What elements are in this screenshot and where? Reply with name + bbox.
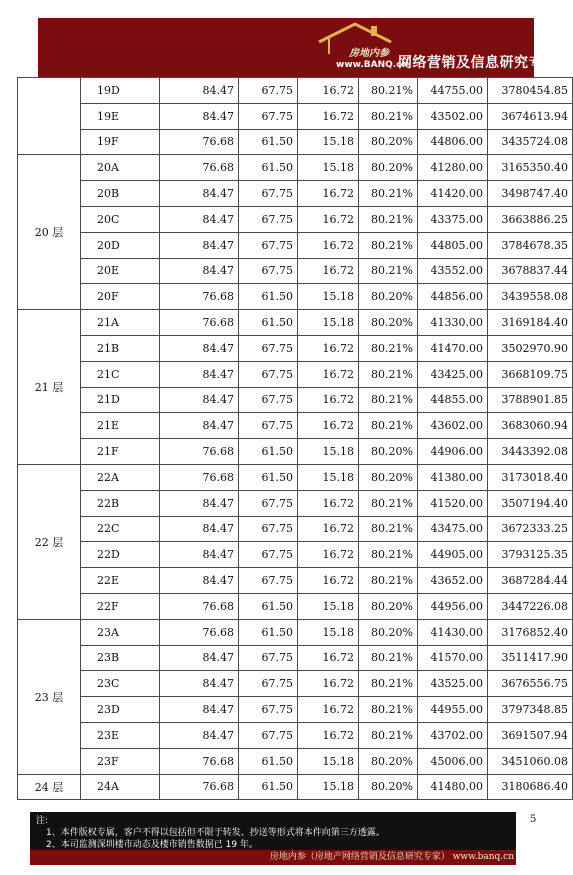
table-row	[18, 129, 573, 155]
value-cell: 84.47	[160, 645, 239, 671]
table-row	[18, 206, 573, 232]
value-cell: 80.21%	[359, 78, 418, 104]
value-cell: 41470.00	[418, 335, 488, 361]
value-cell: 61.50	[239, 619, 298, 645]
value-cell: 76.68	[160, 619, 239, 645]
value-cell: 67.75	[239, 232, 298, 258]
table-row	[18, 619, 573, 645]
value-cell: 44955.00	[418, 697, 488, 723]
value-cell: 67.75	[239, 722, 298, 748]
value-cell: 67.75	[239, 206, 298, 232]
table-row	[18, 284, 573, 310]
value-cell: 61.50	[239, 284, 298, 310]
table-row	[18, 516, 573, 542]
value-cell: 16.72	[298, 78, 359, 104]
value-cell: 61.50	[239, 464, 298, 490]
table-row	[18, 464, 573, 490]
table-row	[18, 310, 573, 336]
table-row	[18, 542, 573, 568]
table-row	[18, 671, 573, 697]
floor-cell: 24 层	[18, 774, 81, 800]
value-cell: 43602.00	[418, 413, 488, 439]
value-cell: 41430.00	[418, 619, 488, 645]
unit-cell: 19E	[81, 103, 160, 129]
value-cell: 15.18	[298, 155, 359, 181]
unit-cell: 22E	[81, 568, 160, 594]
value-cell: 3797348.85	[488, 697, 573, 723]
value-cell: 61.50	[239, 310, 298, 336]
value-cell: 44906.00	[418, 439, 488, 465]
unit-cell: 22B	[81, 490, 160, 516]
value-cell: 44755.00	[418, 78, 488, 104]
value-cell: 80.21%	[359, 206, 418, 232]
value-cell: 16.72	[298, 335, 359, 361]
value-cell: 84.47	[160, 697, 239, 723]
value-cell: 3674613.94	[488, 103, 573, 129]
unit-cell: 21E	[81, 413, 160, 439]
unit-cell: 24A	[81, 774, 160, 800]
value-cell: 3502970.90	[488, 335, 573, 361]
table-row	[18, 103, 573, 129]
value-cell: 3165350.40	[488, 155, 573, 181]
table-row	[18, 361, 573, 387]
value-cell: 80.21%	[359, 387, 418, 413]
value-cell: 84.47	[160, 78, 239, 104]
value-cell: 80.21%	[359, 335, 418, 361]
value-cell: 16.72	[298, 542, 359, 568]
notes-box	[30, 812, 516, 850]
value-cell: 3451060.08	[488, 748, 573, 774]
value-cell: 3668109.75	[488, 361, 573, 387]
floor-cell: 23 层	[18, 619, 81, 774]
value-cell: 16.72	[298, 387, 359, 413]
value-cell: 67.75	[239, 258, 298, 284]
value-cell: 84.47	[160, 516, 239, 542]
value-cell: 41420.00	[418, 181, 488, 207]
value-cell: 3498747.40	[488, 181, 573, 207]
value-cell: 67.75	[239, 645, 298, 671]
value-cell: 3663886.25	[488, 206, 573, 232]
footer-bar: 房地内参（房地产网络营销及信息研究专家） www.banq.cn	[30, 850, 516, 865]
value-cell: 3676556.75	[488, 671, 573, 697]
value-cell: 43702.00	[418, 722, 488, 748]
value-cell: 3788901.85	[488, 387, 573, 413]
value-cell: 16.72	[298, 697, 359, 723]
unit-cell: 22D	[81, 542, 160, 568]
floor-cell	[18, 78, 81, 155]
value-cell: 80.20%	[359, 439, 418, 465]
value-cell: 15.18	[298, 310, 359, 336]
value-cell: 80.21%	[359, 490, 418, 516]
value-cell: 44856.00	[418, 284, 488, 310]
value-cell: 84.47	[160, 671, 239, 697]
value-cell: 76.68	[160, 310, 239, 336]
unit-cell: 23A	[81, 619, 160, 645]
value-cell: 80.21%	[359, 103, 418, 129]
unit-cell: 19F	[81, 129, 160, 155]
value-cell: 80.21%	[359, 671, 418, 697]
floor-cell: 22 层	[18, 464, 81, 619]
value-cell: 3793125.35	[488, 542, 573, 568]
value-cell: 80.21%	[359, 516, 418, 542]
note-line-2: 2、本司监测深圳楼市动态及楼市销售数据已 19 年。	[46, 840, 258, 850]
unit-cell: 23B	[81, 645, 160, 671]
value-cell: 67.75	[239, 413, 298, 439]
unit-cell: 23E	[81, 722, 160, 748]
value-cell: 44956.00	[418, 593, 488, 619]
value-cell: 15.18	[298, 593, 359, 619]
value-cell: 43502.00	[418, 103, 488, 129]
value-cell: 16.72	[298, 206, 359, 232]
value-cell: 16.72	[298, 722, 359, 748]
value-cell: 80.20%	[359, 129, 418, 155]
value-cell: 16.72	[298, 568, 359, 594]
value-cell: 15.18	[298, 129, 359, 155]
value-cell: 3691507.94	[488, 722, 573, 748]
value-cell: 16.72	[298, 232, 359, 258]
value-cell: 3683060.94	[488, 413, 573, 439]
value-cell: 16.72	[298, 516, 359, 542]
value-cell: 84.47	[160, 103, 239, 129]
value-cell: 16.72	[298, 181, 359, 207]
value-cell: 67.75	[239, 387, 298, 413]
value-cell: 80.21%	[359, 258, 418, 284]
unit-cell: 20C	[81, 206, 160, 232]
unit-cell: 23D	[81, 697, 160, 723]
logo-url: www.BANQ.cn	[336, 60, 408, 70]
table-row	[18, 258, 573, 284]
value-cell: 84.47	[160, 258, 239, 284]
value-cell: 80.21%	[359, 232, 418, 258]
value-cell: 45006.00	[418, 748, 488, 774]
unit-cell: 22F	[81, 593, 160, 619]
value-cell: 43375.00	[418, 206, 488, 232]
value-cell: 67.75	[239, 181, 298, 207]
unit-cell: 21D	[81, 387, 160, 413]
unit-cell: 22A	[81, 464, 160, 490]
value-cell: 15.18	[298, 774, 359, 800]
table-row	[18, 748, 573, 774]
value-cell: 76.68	[160, 464, 239, 490]
value-cell: 41520.00	[418, 490, 488, 516]
value-cell: 3672333.25	[488, 516, 573, 542]
value-cell: 67.75	[239, 542, 298, 568]
value-cell: 3173018.40	[488, 464, 573, 490]
unit-cell: 19D	[81, 78, 160, 104]
value-cell: 3180686.40	[488, 774, 573, 800]
value-cell: 80.21%	[359, 697, 418, 723]
value-cell: 84.47	[160, 387, 239, 413]
table-row	[18, 232, 573, 258]
value-cell: 43425.00	[418, 361, 488, 387]
value-cell: 67.75	[239, 361, 298, 387]
value-cell: 16.72	[298, 103, 359, 129]
value-cell: 16.72	[298, 258, 359, 284]
value-cell: 3511417.90	[488, 645, 573, 671]
table-row	[18, 78, 573, 104]
value-cell: 16.72	[298, 671, 359, 697]
value-cell: 84.47	[160, 361, 239, 387]
unit-cell: 21B	[81, 335, 160, 361]
value-cell: 84.47	[160, 206, 239, 232]
value-cell: 3687284.44	[488, 568, 573, 594]
value-cell: 80.21%	[359, 645, 418, 671]
table-row	[18, 335, 573, 361]
value-cell: 16.72	[298, 645, 359, 671]
value-cell: 67.75	[239, 78, 298, 104]
value-cell: 80.21%	[359, 722, 418, 748]
notes-label: 注:	[36, 816, 49, 826]
value-cell: 80.21%	[359, 413, 418, 439]
value-cell: 76.68	[160, 155, 239, 181]
table-row	[18, 439, 573, 465]
value-cell: 44905.00	[418, 542, 488, 568]
unit-cell: 23F	[81, 748, 160, 774]
value-cell: 44805.00	[418, 232, 488, 258]
table-row	[18, 722, 573, 748]
unit-cell: 20B	[81, 181, 160, 207]
value-cell: 3780454.85	[488, 78, 573, 104]
value-cell: 41480.00	[418, 774, 488, 800]
value-cell: 44855.00	[418, 387, 488, 413]
value-cell: 80.20%	[359, 774, 418, 800]
value-cell: 3447226.08	[488, 593, 573, 619]
value-cell: 84.47	[160, 722, 239, 748]
table-row	[18, 181, 573, 207]
value-cell: 3443392.08	[488, 439, 573, 465]
value-cell: 15.18	[298, 748, 359, 774]
header-tagline: 网络营销及信息研究专家	[398, 55, 558, 71]
value-cell: 61.50	[239, 748, 298, 774]
value-cell: 76.68	[160, 748, 239, 774]
value-cell: 76.68	[160, 774, 239, 800]
page-number: 5	[530, 814, 537, 825]
floor-cell: 21 层	[18, 310, 81, 465]
table-row	[18, 774, 573, 800]
value-cell: 15.18	[298, 439, 359, 465]
value-cell: 76.68	[160, 129, 239, 155]
value-cell: 16.72	[298, 490, 359, 516]
value-cell: 84.47	[160, 490, 239, 516]
unit-cell: 20D	[81, 232, 160, 258]
value-cell: 43552.00	[418, 258, 488, 284]
value-cell: 41570.00	[418, 645, 488, 671]
table-row	[18, 155, 573, 181]
value-cell: 3439558.08	[488, 284, 573, 310]
value-cell: 3176852.40	[488, 619, 573, 645]
value-cell: 16.72	[298, 413, 359, 439]
value-cell: 84.47	[160, 413, 239, 439]
unit-cell: 21A	[81, 310, 160, 336]
value-cell: 41330.00	[418, 310, 488, 336]
value-cell: 80.21%	[359, 568, 418, 594]
value-cell: 3169184.40	[488, 310, 573, 336]
value-cell: 80.20%	[359, 619, 418, 645]
value-cell: 41280.00	[418, 155, 488, 181]
floor-cell: 20 层	[18, 155, 81, 310]
value-cell: 84.47	[160, 232, 239, 258]
value-cell: 80.20%	[359, 748, 418, 774]
value-cell: 80.20%	[359, 310, 418, 336]
logo-text: 房地内参	[349, 48, 389, 59]
value-cell: 15.18	[298, 464, 359, 490]
table-row	[18, 645, 573, 671]
value-cell: 67.75	[239, 490, 298, 516]
value-cell: 76.68	[160, 439, 239, 465]
table-row	[18, 593, 573, 619]
value-cell: 80.20%	[359, 284, 418, 310]
value-cell: 3784678.35	[488, 232, 573, 258]
value-cell: 61.50	[239, 129, 298, 155]
value-cell: 80.21%	[359, 181, 418, 207]
value-cell: 84.47	[160, 568, 239, 594]
value-cell: 61.50	[239, 155, 298, 181]
value-cell: 15.18	[298, 619, 359, 645]
table-row	[18, 568, 573, 594]
value-cell: 84.47	[160, 542, 239, 568]
value-cell: 67.75	[239, 103, 298, 129]
value-cell: 80.21%	[359, 542, 418, 568]
value-cell: 43652.00	[418, 568, 488, 594]
value-cell: 84.47	[160, 335, 239, 361]
unit-cell: 20A	[81, 155, 160, 181]
table-row	[18, 697, 573, 723]
value-cell: 67.75	[239, 516, 298, 542]
value-cell: 80.20%	[359, 464, 418, 490]
unit-cell: 21F	[81, 439, 160, 465]
unit-cell: 23C	[81, 671, 160, 697]
table-row	[18, 413, 573, 439]
value-cell: 80.20%	[359, 155, 418, 181]
value-cell: 3507194.40	[488, 490, 573, 516]
value-cell: 3435724.08	[488, 129, 573, 155]
value-cell: 16.72	[298, 361, 359, 387]
table-row	[18, 387, 573, 413]
value-cell: 84.47	[160, 181, 239, 207]
price-table	[17, 77, 573, 800]
value-cell: 3678837.44	[488, 258, 573, 284]
value-cell: 67.75	[239, 697, 298, 723]
unit-cell: 20F	[81, 284, 160, 310]
value-cell: 67.75	[239, 671, 298, 697]
value-cell: 76.68	[160, 284, 239, 310]
table-row	[18, 490, 573, 516]
value-cell: 61.50	[239, 439, 298, 465]
value-cell: 80.21%	[359, 361, 418, 387]
value-cell: 80.20%	[359, 593, 418, 619]
value-cell: 41380.00	[418, 464, 488, 490]
unit-cell: 21C	[81, 361, 160, 387]
value-cell: 76.68	[160, 593, 239, 619]
value-cell: 67.75	[239, 568, 298, 594]
value-cell: 15.18	[298, 284, 359, 310]
unit-cell: 20E	[81, 258, 160, 284]
value-cell: 44806.00	[418, 129, 488, 155]
value-cell: 43475.00	[418, 516, 488, 542]
value-cell: 61.50	[239, 774, 298, 800]
note-line-1: 1、本件版权专属，客户不得以包括但不限于转发、抄送等形式将本件向第三方透露。	[46, 828, 385, 838]
value-cell: 61.50	[239, 593, 298, 619]
unit-cell: 22C	[81, 516, 160, 542]
value-cell: 43525.00	[418, 671, 488, 697]
value-cell: 67.75	[239, 335, 298, 361]
